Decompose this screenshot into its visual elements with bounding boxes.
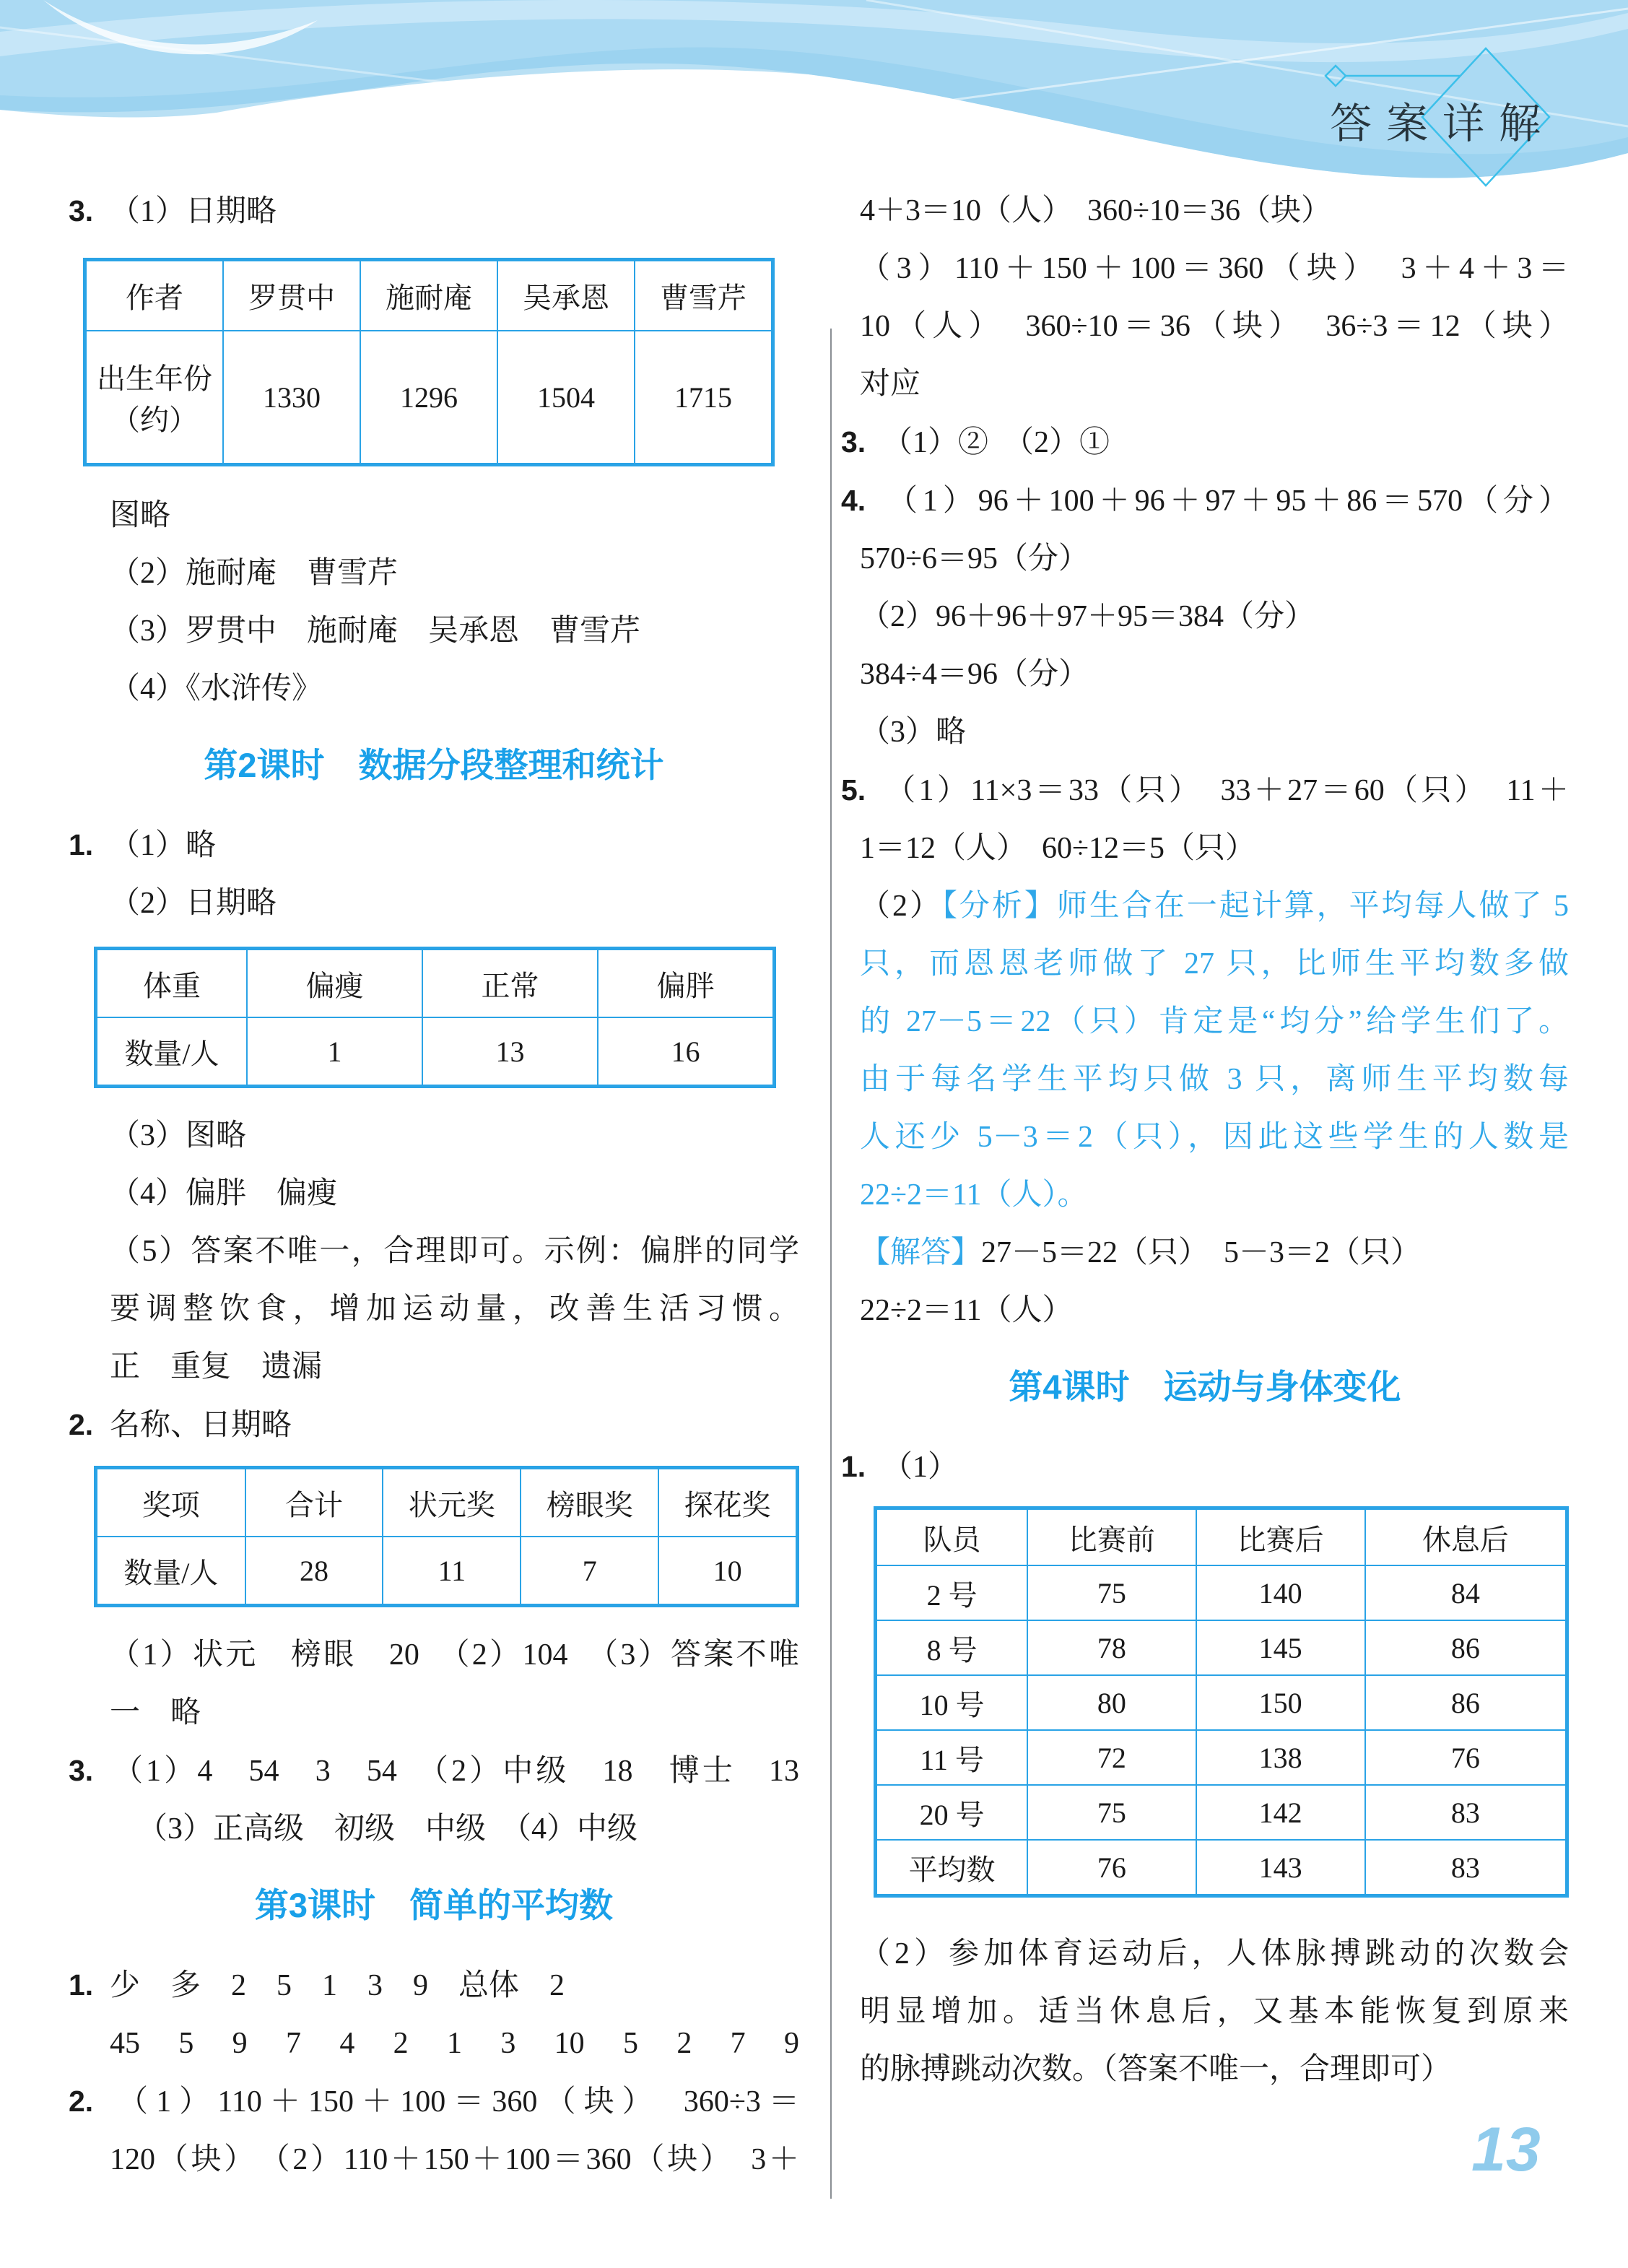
table-row bbox=[96, 949, 775, 1018]
table-cell: 142 bbox=[1196, 1785, 1365, 1840]
table-row bbox=[85, 260, 773, 331]
answer-text: （1）② （2）① bbox=[882, 426, 1110, 459]
table-cell: 11 bbox=[383, 1537, 521, 1606]
table-cell: 11 号 bbox=[876, 1730, 1028, 1785]
answer-line: （4）《水浒传》 bbox=[110, 672, 323, 705]
table-cell: 施耐庵 bbox=[360, 260, 497, 331]
analysis-text: 师生合在一起计算，平均每人做了 5 bbox=[1056, 890, 1569, 923]
table-cell: 140 bbox=[1196, 1565, 1365, 1620]
answer-text: （1）4 54 3 54 （2）中级 18 博士 13 bbox=[110, 1755, 799, 1788]
table-row bbox=[876, 1508, 1567, 1566]
table-cell: 作者 bbox=[85, 260, 224, 331]
table-cell: 1 bbox=[247, 1017, 422, 1087]
table-cell: 10 bbox=[658, 1537, 797, 1606]
answer-line: 的脉搏跳动次数。（答案不唯一，合理即可） bbox=[860, 2053, 1452, 2086]
table-cell: 75 bbox=[1027, 1785, 1196, 1840]
answer-text: （2） bbox=[860, 890, 942, 923]
answer-line bbox=[841, 761, 1569, 820]
table-cell: 出生年份（约） bbox=[85, 331, 224, 465]
table-cell: 数量/人 bbox=[96, 1537, 245, 1606]
table-cell: 7 bbox=[521, 1537, 658, 1606]
table-cell: 比赛前 bbox=[1027, 1508, 1196, 1566]
answer-line: 对应 bbox=[860, 368, 921, 401]
answer-line: 4＋3＝10（人） 360÷10＝36（块） bbox=[860, 194, 1332, 227]
table-cell: 86 bbox=[1365, 1620, 1567, 1675]
answer-text: （1） bbox=[882, 1451, 959, 1484]
item-number: 3. bbox=[69, 194, 94, 227]
table-cell: 143 bbox=[1196, 1840, 1365, 1896]
left-column bbox=[69, 182, 799, 2189]
table-cell: 138 bbox=[1196, 1730, 1365, 1785]
table-cell: 84 bbox=[1365, 1565, 1567, 1620]
answer-text: （1）110＋150＋100＝360（块） 360÷3＝ bbox=[110, 2085, 799, 2119]
answer-line: 一 略 bbox=[110, 1696, 201, 1729]
item-number: 1. bbox=[69, 1968, 94, 2002]
table-cell: 80 bbox=[1027, 1675, 1196, 1730]
table-row bbox=[876, 1730, 1567, 1785]
table-cell: 体重 bbox=[96, 949, 248, 1018]
answer-line: 120（块） （2）110＋150＋100＝360（块） 3＋ bbox=[110, 2143, 799, 2176]
analysis-line: 只，而恩恩老师做了 27 只，比师生平均数多做 bbox=[860, 947, 1569, 981]
item-number: 2. bbox=[69, 2085, 94, 2118]
answer-line: （3）略 bbox=[860, 716, 967, 749]
section-heading-lesson2: 第2课时 数据分段整理和统计 bbox=[204, 746, 664, 784]
answer-line: （2）日期略 bbox=[110, 887, 277, 920]
table-row bbox=[85, 331, 773, 465]
right-column bbox=[841, 182, 1569, 2098]
table-cell: 平均数 bbox=[876, 1840, 1028, 1896]
answer-line bbox=[69, 182, 799, 240]
table-cell: 83 bbox=[1365, 1840, 1567, 1896]
answer-line: （3）正高级 初级 中级 （4）中级 bbox=[137, 1812, 638, 1846]
table-row bbox=[96, 1017, 775, 1087]
table-cell: 吴承恩 bbox=[497, 260, 635, 331]
answer-line: （2）96＋96＋97＋95＝384（分） bbox=[860, 600, 1315, 633]
analysis-tag: 【分析】 bbox=[941, 890, 1057, 923]
table-cell: 1296 bbox=[360, 331, 497, 465]
answer-text: （1）96＋100＋96＋97＋95＋86＝570（分） bbox=[882, 485, 1569, 518]
table-cell: 曹雪芹 bbox=[635, 260, 773, 331]
table-cell: 状元奖 bbox=[383, 1468, 521, 1537]
answer-line bbox=[841, 413, 1569, 472]
table-cell: 罗贯中 bbox=[223, 260, 360, 331]
answer-line: （3）罗贯中 施耐庵 吴承恩 曹雪芹 bbox=[110, 614, 641, 648]
table-cell: 数量/人 bbox=[96, 1017, 248, 1087]
table-cell: 75 bbox=[1027, 1565, 1196, 1620]
table-cell: 8 号 bbox=[876, 1620, 1028, 1675]
item-number: 5. bbox=[841, 773, 866, 807]
answer-text: （1）略 bbox=[110, 829, 217, 862]
table-cell: 10 号 bbox=[876, 1675, 1028, 1730]
item-number: 4. bbox=[841, 484, 866, 517]
answer-line bbox=[69, 1956, 799, 2015]
answer-line: （2）施耐庵 曹雪芹 bbox=[110, 557, 399, 590]
analysis-line: 人还少 5－3＝2（只），因此这些学生的人数是 bbox=[860, 1121, 1569, 1154]
table-cell: 比赛后 bbox=[1196, 1508, 1365, 1566]
table-row bbox=[876, 1620, 1567, 1675]
column-divider bbox=[830, 329, 832, 2199]
table-cell: 偏瘦 bbox=[247, 949, 422, 1018]
answer-line: （3）图略 bbox=[110, 1119, 247, 1152]
answer-line: 1＝12（人） 60÷12＝5（只） bbox=[860, 832, 1256, 865]
answer-text: 少 多 2 5 1 3 9 总体 2 bbox=[110, 1969, 565, 2002]
table-row bbox=[876, 1840, 1567, 1896]
table-cell: 偏胖 bbox=[598, 949, 775, 1018]
table-cell: 休息后 bbox=[1365, 1508, 1567, 1566]
table-cell: 2 号 bbox=[876, 1565, 1028, 1620]
answer-line: 图略 bbox=[110, 499, 171, 532]
analysis-line: 的 27－5＝22（只）肯定是“均分”给学生们了。 bbox=[860, 1005, 1569, 1038]
table-cell: 奖项 bbox=[96, 1468, 245, 1537]
answer-line: 384÷4＝96（分） bbox=[860, 658, 1089, 691]
answer-text: 27－5＝22（只） 5－3＝2（只） bbox=[981, 1236, 1422, 1269]
answer-line bbox=[69, 816, 799, 874]
table-row bbox=[876, 1675, 1567, 1730]
table-row bbox=[876, 1785, 1567, 1840]
table-cell: 合计 bbox=[245, 1468, 383, 1537]
item-number: 3. bbox=[69, 1754, 94, 1787]
answer-line: （4）偏胖 偏瘦 bbox=[110, 1177, 338, 1210]
answer-line: 10（人） 360÷10＝36（块） 36÷3＝12（块） bbox=[860, 310, 1569, 343]
answer-line: 正 重复 遗漏 bbox=[110, 1350, 323, 1383]
section-heading-lesson3: 第3课时 简单的平均数 bbox=[254, 1886, 614, 1924]
analysis-line: 由于每名学生平均只做 3 只，离师生平均数每 bbox=[860, 1063, 1569, 1096]
answer-line bbox=[69, 2072, 799, 2131]
answer-line bbox=[69, 1742, 799, 1800]
item-number: 3. bbox=[841, 425, 866, 459]
table-cell: 83 bbox=[1365, 1785, 1567, 1840]
section-heading-lesson4: 第4课时 运动与身体变化 bbox=[1009, 1368, 1401, 1406]
item-number: 1. bbox=[69, 828, 94, 861]
analysis-line bbox=[841, 877, 1569, 935]
answer-line: 明显增加。适当休息后，又基本能恢复到原来 bbox=[860, 1995, 1569, 2028]
table-cell: 76 bbox=[1027, 1840, 1196, 1896]
answer-line bbox=[841, 1438, 1569, 1496]
weight-table bbox=[94, 947, 776, 1088]
table-cell: 28 bbox=[245, 1537, 383, 1606]
answer-line: 45 5 9 7 4 2 1 3 10 5 2 7 9 bbox=[110, 2027, 799, 2060]
answer-line: （2）参加体育运动后，人体脉搏跳动的次数会 bbox=[860, 1937, 1569, 1971]
answer-text: （1）11×3＝33（只） 33＋27＝60（只） 11＋ bbox=[882, 774, 1569, 807]
page-number: 13 bbox=[1471, 2115, 1541, 2184]
table-cell: 20 号 bbox=[876, 1785, 1028, 1840]
solution-line bbox=[841, 1224, 1569, 1282]
awards-table bbox=[94, 1466, 799, 1607]
table-cell: 榜眼奖 bbox=[521, 1468, 658, 1537]
authors-table bbox=[83, 258, 775, 466]
item-number: 2. bbox=[69, 1408, 94, 1441]
answer-line: 要调整饮食，增加运动量，改善生活习惯。 bbox=[110, 1292, 799, 1326]
table-row bbox=[876, 1565, 1567, 1620]
answer-line: （5）答案不唯一，合理即可。示例：偏胖的同学 bbox=[110, 1235, 799, 1268]
answer-line bbox=[69, 1396, 799, 1454]
table-cell: 队员 bbox=[876, 1508, 1028, 1566]
table-row bbox=[96, 1537, 798, 1606]
table-cell: 76 bbox=[1365, 1730, 1567, 1785]
table-cell: 1715 bbox=[635, 331, 773, 465]
page-header-title: 答案详解 bbox=[1330, 100, 1556, 147]
analysis-line: 22÷2＝11（人）。 bbox=[860, 1178, 1088, 1212]
answer-line: 22÷2＝11（人） bbox=[860, 1294, 1073, 1327]
table-cell: 探花奖 bbox=[658, 1468, 797, 1537]
answer-text: （1）日期略 bbox=[110, 195, 277, 228]
table-cell: 145 bbox=[1196, 1620, 1365, 1675]
solution-tag: 【解答】 bbox=[860, 1236, 982, 1269]
answer-line bbox=[841, 472, 1569, 530]
pulse-table bbox=[874, 1506, 1569, 1898]
table-cell: 78 bbox=[1027, 1620, 1196, 1675]
table-cell: 150 bbox=[1196, 1675, 1365, 1730]
table-cell: 1330 bbox=[223, 331, 360, 465]
answer-line: （1）状元 榜眼 20 （2）104 （3）答案不唯 bbox=[110, 1638, 799, 1672]
item-number: 1. bbox=[841, 1450, 866, 1483]
table-row bbox=[96, 1468, 798, 1537]
table-cell: 86 bbox=[1365, 1675, 1567, 1730]
table-cell: 正常 bbox=[422, 949, 598, 1018]
table-cell: 16 bbox=[598, 1017, 775, 1087]
table-cell: 1504 bbox=[497, 331, 635, 465]
answer-text: 名称、日期略 bbox=[110, 1409, 292, 1442]
table-cell: 72 bbox=[1027, 1730, 1196, 1785]
answer-line: 570÷6＝95（分） bbox=[860, 542, 1089, 575]
table-cell: 13 bbox=[422, 1017, 598, 1087]
answer-line: （3）110＋150＋100＝360（块） 3＋4＋3＝ bbox=[860, 252, 1569, 285]
